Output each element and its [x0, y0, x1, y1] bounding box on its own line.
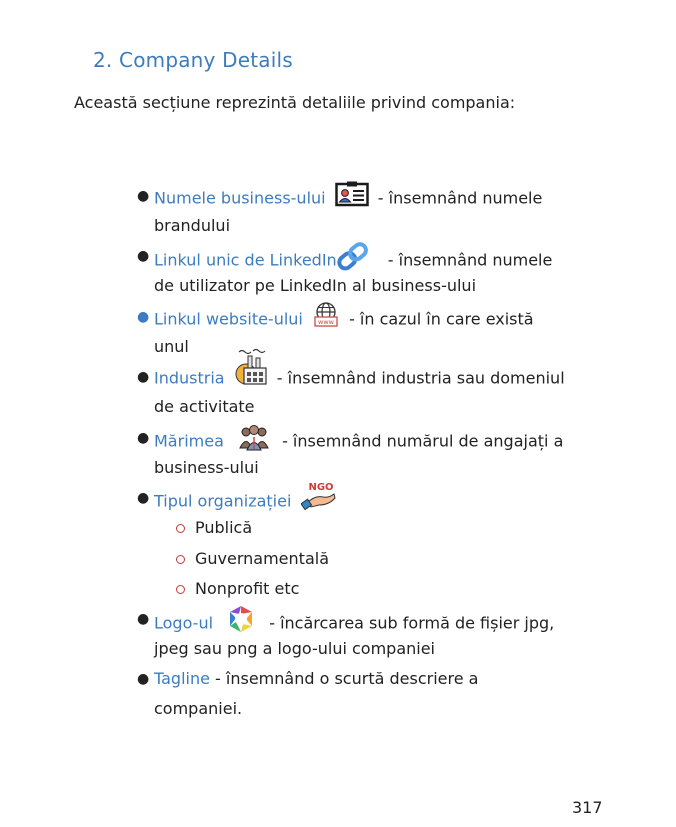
sub-list-item — [195, 513, 252, 543]
desc-line-1: - însemnând numărul de angajați a — [282, 431, 564, 451]
bullet: ● — [137, 309, 150, 325]
sub-item-public: Publică — [195, 518, 253, 537]
bullet: ● — [137, 369, 150, 385]
term-industry[interactable]: Industria — [154, 368, 225, 388]
list-item-continuation — [154, 694, 242, 724]
list-item-continuation — [154, 271, 476, 301]
sub-item-governmental: Guvernamentală — [195, 549, 329, 568]
ngo-hand-icon — [301, 479, 337, 521]
desc-line-2: brandului — [154, 216, 231, 235]
list-item-continuation — [154, 392, 255, 422]
sub-bullet — [176, 524, 185, 533]
desc-line-1: - în cazul în care există — [349, 309, 534, 329]
sub-list-item — [195, 574, 299, 604]
term-business-name[interactable]: Numele business-ului — [154, 188, 326, 208]
desc-line-2: companiei. — [154, 699, 243, 718]
section-heading: 2. Company Details — [93, 48, 293, 72]
list-item — [137, 302, 534, 338]
sub-item-nonprofit: Nonprofit etc — [195, 579, 300, 598]
term-organization-type[interactable]: Tipul organizației — [154, 491, 292, 511]
section-intro: Această secțiune reprezintă detaliile privind compania: — [74, 93, 516, 112]
bullet: ● — [137, 188, 150, 204]
svg-text:www: www — [317, 318, 334, 326]
term-website-link[interactable]: Linkul website-ului — [154, 309, 303, 329]
term-tagline[interactable]: Tagline — [154, 669, 210, 688]
bullet: ● — [137, 430, 150, 446]
desc-line-1: - însemnând numele — [382, 250, 553, 270]
page-number: 317 — [572, 798, 603, 817]
bullet: ● — [137, 490, 150, 506]
desc-line-1: - însemnând numele — [377, 188, 543, 208]
desc-line-2: de utilizator pe LinkedIn al business-ului — [154, 276, 477, 295]
term-linkedin-link[interactable]: Linkul unic de LinkedIn — [154, 250, 337, 270]
sub-list-item — [195, 544, 329, 574]
list-item-continuation — [154, 453, 259, 483]
desc-line-2: de activitate — [154, 397, 255, 416]
globe-www-icon — [312, 302, 340, 338]
sub-bullet — [176, 585, 185, 594]
bullet: ● — [137, 248, 150, 264]
desc-line-2: business-ului — [154, 458, 259, 477]
desc-line-2: unul — [154, 337, 189, 356]
desc-line-1: - însemnând o scurtă descriere a — [209, 669, 479, 688]
list-item-continuation — [154, 634, 435, 664]
desc-line-1: - încărcarea sub formă de fișier jpg, — [269, 613, 555, 633]
term-size[interactable]: Mărimea — [154, 431, 224, 451]
desc-line-1: - însemnând industria sau domeniul — [276, 368, 565, 388]
term-logo[interactable]: Logo-ul — [154, 613, 214, 633]
list-item — [137, 362, 565, 396]
list-item — [137, 664, 479, 694]
ngo-badge-text: NGO — [307, 482, 334, 493]
factory-icon — [234, 348, 268, 396]
desc-line-2: jpeg sau png a logo-ului companiei — [154, 639, 435, 658]
list-item-continuation — [154, 211, 230, 241]
id-card-icon — [335, 181, 369, 217]
sub-bullet — [176, 555, 185, 564]
bullet: ● — [137, 611, 150, 627]
bullet: ● — [137, 671, 150, 687]
list-item-continuation — [154, 332, 189, 362]
